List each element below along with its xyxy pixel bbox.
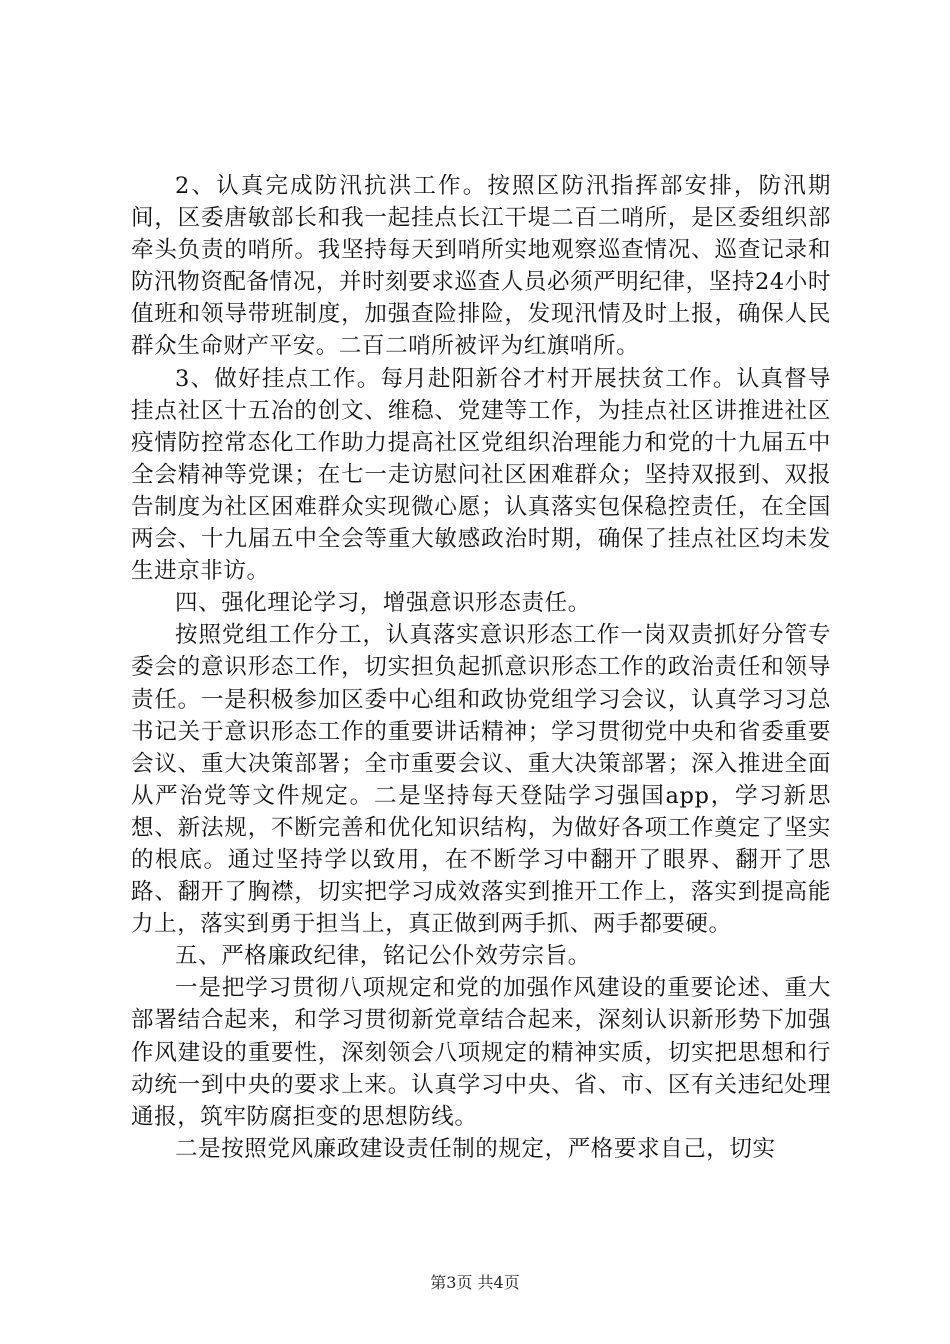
paragraph-flood-control: 2、认真完成防汛抗洪工作。按照区防汛指挥部安排，防汛期间，区委唐敏部长和我一起挂点长江干堤二百二哨所，是区委组织部牵头负责的哨所。我坚持每天到哨所实地观察巡查情况、巡查记录和防汛物资配备情况，并时刻要求巡查人员必须严明纪律，坚持24小时值班和领导带班制度，加强查险排险，发现汛情及时上报，确保人民群众生命财产平安。二百二哨所被评为红旗哨所。 <box>131 173 831 360</box>
document-body <box>131 170 831 1165</box>
paragraph-integrity-one: 一是把学习贯彻八项规定和党的加强作风建设的重要论述、重大部署结合起来，和学习贯彻新党章结合起来，深刻认识新形势下加强作风建设的重要性，深刻领会八项规定的精神实质，切实把思想和行动统一到中央的要求上来。认真学习中央、省、市、区有关违纪处理通报，筑牢防腐拒变的思想防线。 <box>131 975 831 1130</box>
paragraph-theory-study: 按照党组工作分工，认真落实意识形态工作一岗双责抓好分管专委会的意识形态工作，切实担负起抓意识形态工作的政治责任和领导责任。一是积极参加区委中心组和政协党组学习会议，认真学习习总书记关于意识形态工作的重要讲话精神；学习贯彻党中央和省委重要会议、重大决策部署；全市重要会议、重大决策部署；深入推进全面从严治党等文件规定。二是坚持每天登陆学习强国app，学习新思想、新法规，不断完善和优化知识结构，为做好各项工作奠定了坚实的根底。通过坚持学以致用，在不断学习中翻开了眼界、翻开了思路、翻开了胸襟，切实把学习成效落实到推开工作上，落实到提高能力上，落实到勇于担当上，真正做到两手抓、两手都要硬。 <box>131 622 831 938</box>
section-heading-theory-study: 四、强化理论学习，增强意识形态责任。 <box>175 590 591 617</box>
paragraph-integrity-two: 二是按照党风廉政建设责任制的规定，严格要求自己，切实 <box>175 1135 776 1162</box>
paragraph-liaison-work: 3、做好挂点工作。每月赴阳新谷才村开展扶贫工作。认真督导挂点社区十五冶的创文、维稳、党建等工作，为挂点社区讲推进社区疫情防控常态化工作助力提高社区党组织治理能力和党的十九届五中全会精神等党课；在七一走访慰问社区困难群众；坚持双报到、双报告制度为社区困难群众实现微心愿；认真落实包保稳控责任，在全国两会、十九届五中全会等重大敏感政治时期，确保了挂点社区均未发生进京非访。 <box>131 365 831 585</box>
page-number-footer: 第3页 共4页 <box>430 1273 520 1292</box>
section-heading-integrity: 五、严格廉政纪律，铭记公仆效劳宗旨。 <box>175 943 591 970</box>
